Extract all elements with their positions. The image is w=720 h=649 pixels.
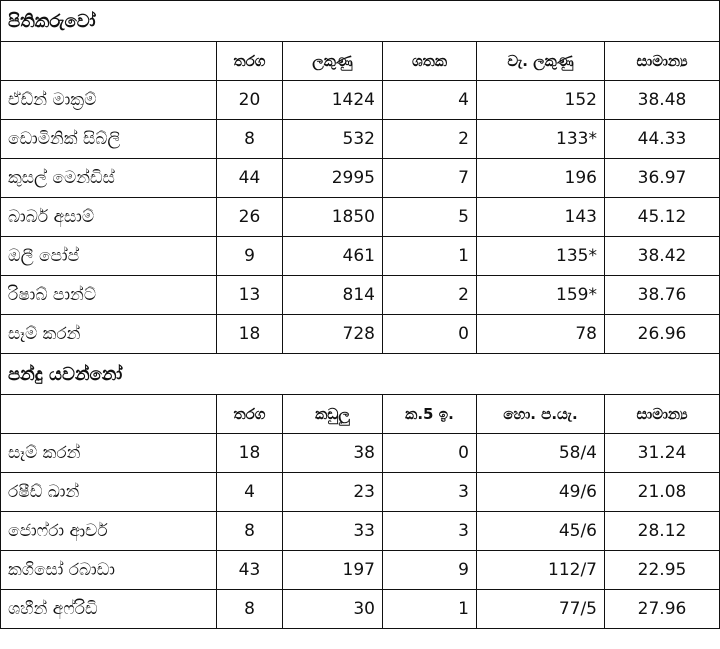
stat-cell: 23: [283, 473, 383, 512]
stat-cell: 26.96: [605, 315, 720, 354]
table-row: [1, 120, 720, 159]
stat-cell: 8: [217, 120, 283, 159]
player-name: කගිසෝ රබාඩා: [1, 551, 217, 590]
bowling-header-row: [1, 395, 720, 434]
stat-cell: 9: [383, 551, 477, 590]
stat-cell: 78: [477, 315, 605, 354]
table-row: [1, 315, 720, 354]
stat-cell: 33: [283, 512, 383, 551]
player-name: කුසල් මෙන්ඩිස්: [1, 159, 217, 198]
stat-cell: 20: [217, 81, 283, 120]
player-name: බාබර් අසාම්: [1, 198, 217, 237]
stat-cell: 2995: [283, 159, 383, 198]
stat-cell: 38: [283, 434, 383, 473]
column-header: හො. ප.යැ.: [477, 395, 605, 434]
stat-cell: 2: [383, 120, 477, 159]
column-header: තරග: [217, 395, 283, 434]
stat-cell: 44.33: [605, 120, 720, 159]
stat-cell: 814: [283, 276, 383, 315]
stat-cell: 13: [217, 276, 283, 315]
stat-cell: 1850: [283, 198, 383, 237]
player-name: සෑම් කරන්: [1, 315, 217, 354]
stat-cell: 43: [217, 551, 283, 590]
stat-cell: 26: [217, 198, 283, 237]
stat-cell: 728: [283, 315, 383, 354]
stat-cell: 7: [383, 159, 477, 198]
table-row: [1, 434, 720, 473]
stat-cell: 0: [383, 434, 477, 473]
table-row: [1, 473, 720, 512]
table-row: [1, 590, 720, 629]
batting-header-row: [1, 42, 720, 81]
stat-cell: 27.96: [605, 590, 720, 629]
player-name: සෑම් කරන්: [1, 434, 217, 473]
stat-cell: 5: [383, 198, 477, 237]
stat-cell: 18: [217, 434, 283, 473]
player-name: රෂීඩ් ඛාන්: [1, 473, 217, 512]
stat-cell: 0: [383, 315, 477, 354]
player-name: ශහීන් අෆ්රිඩි: [1, 590, 217, 629]
column-header: වැ. ලකුණු: [477, 42, 605, 81]
stat-cell: 8: [217, 512, 283, 551]
stat-cell: 31.24: [605, 434, 720, 473]
table-row: [1, 551, 720, 590]
stat-cell: 532: [283, 120, 383, 159]
stat-cell: 44: [217, 159, 283, 198]
column-header: තරග: [217, 42, 283, 81]
stat-cell: 8: [217, 590, 283, 629]
stat-cell: 2: [383, 276, 477, 315]
stat-cell: 18: [217, 315, 283, 354]
column-header: ශතක: [383, 42, 477, 81]
stat-cell: 49/6: [477, 473, 605, 512]
column-header: ලකුණු: [283, 42, 383, 81]
stat-cell: 1424: [283, 81, 383, 120]
stat-cell: 45/6: [477, 512, 605, 551]
stat-cell: 159*: [477, 276, 605, 315]
column-header: ක.5 ඉ.: [383, 395, 477, 434]
table-row: [1, 276, 720, 315]
table-row: [1, 512, 720, 551]
stat-cell: 4: [217, 473, 283, 512]
stat-cell: 133*: [477, 120, 605, 159]
stat-cell: 1: [383, 590, 477, 629]
stat-cell: 22.95: [605, 551, 720, 590]
batting-section-title: පිතිකරුවෝ: [1, 1, 720, 42]
column-header: සාමාන්‍ය: [605, 42, 720, 81]
stat-cell: 36.97: [605, 159, 720, 198]
column-header: [1, 395, 217, 434]
bowling-section-title: පන්දු යවන්නෝ: [1, 354, 720, 395]
stat-cell: 28.12: [605, 512, 720, 551]
stat-cell: 143: [477, 198, 605, 237]
player-name: ජොෆ්රා ආචර්: [1, 512, 217, 551]
stat-cell: 45.12: [605, 198, 720, 237]
bowling-title-row: [1, 354, 720, 395]
stat-cell: 58/4: [477, 434, 605, 473]
stat-cell: 152: [477, 81, 605, 120]
column-header: සාමාන්‍ය: [605, 395, 720, 434]
stat-cell: 196: [477, 159, 605, 198]
stat-cell: 135*: [477, 237, 605, 276]
table-row: [1, 81, 720, 120]
stat-cell: 197: [283, 551, 383, 590]
stat-cell: 3: [383, 512, 477, 551]
batting-title-row: [1, 1, 720, 42]
stat-cell: 3: [383, 473, 477, 512]
stat-cell: 38.42: [605, 237, 720, 276]
player-name: ඩොමිනික් සිබ්ලි: [1, 120, 217, 159]
column-header: කඩුලු: [283, 395, 383, 434]
stat-cell: 30: [283, 590, 383, 629]
table-row: [1, 237, 720, 276]
column-header: [1, 42, 217, 81]
player-name: රිෂාබ් පාන්ට්: [1, 276, 217, 315]
stat-cell: 38.76: [605, 276, 720, 315]
stat-cell: 9: [217, 237, 283, 276]
table-row: [1, 159, 720, 198]
stat-cell: 4: [383, 81, 477, 120]
player-name: ඔලී පෝප්: [1, 237, 217, 276]
stat-cell: 77/5: [477, 590, 605, 629]
stat-cell: 461: [283, 237, 383, 276]
stat-cell: 1: [383, 237, 477, 276]
table-row: [1, 198, 720, 237]
stat-cell: 112/7: [477, 551, 605, 590]
stat-cell: 38.48: [605, 81, 720, 120]
player-name: ඒඩ්න් මාක්‍රම්: [1, 81, 217, 120]
stat-cell: 21.08: [605, 473, 720, 512]
